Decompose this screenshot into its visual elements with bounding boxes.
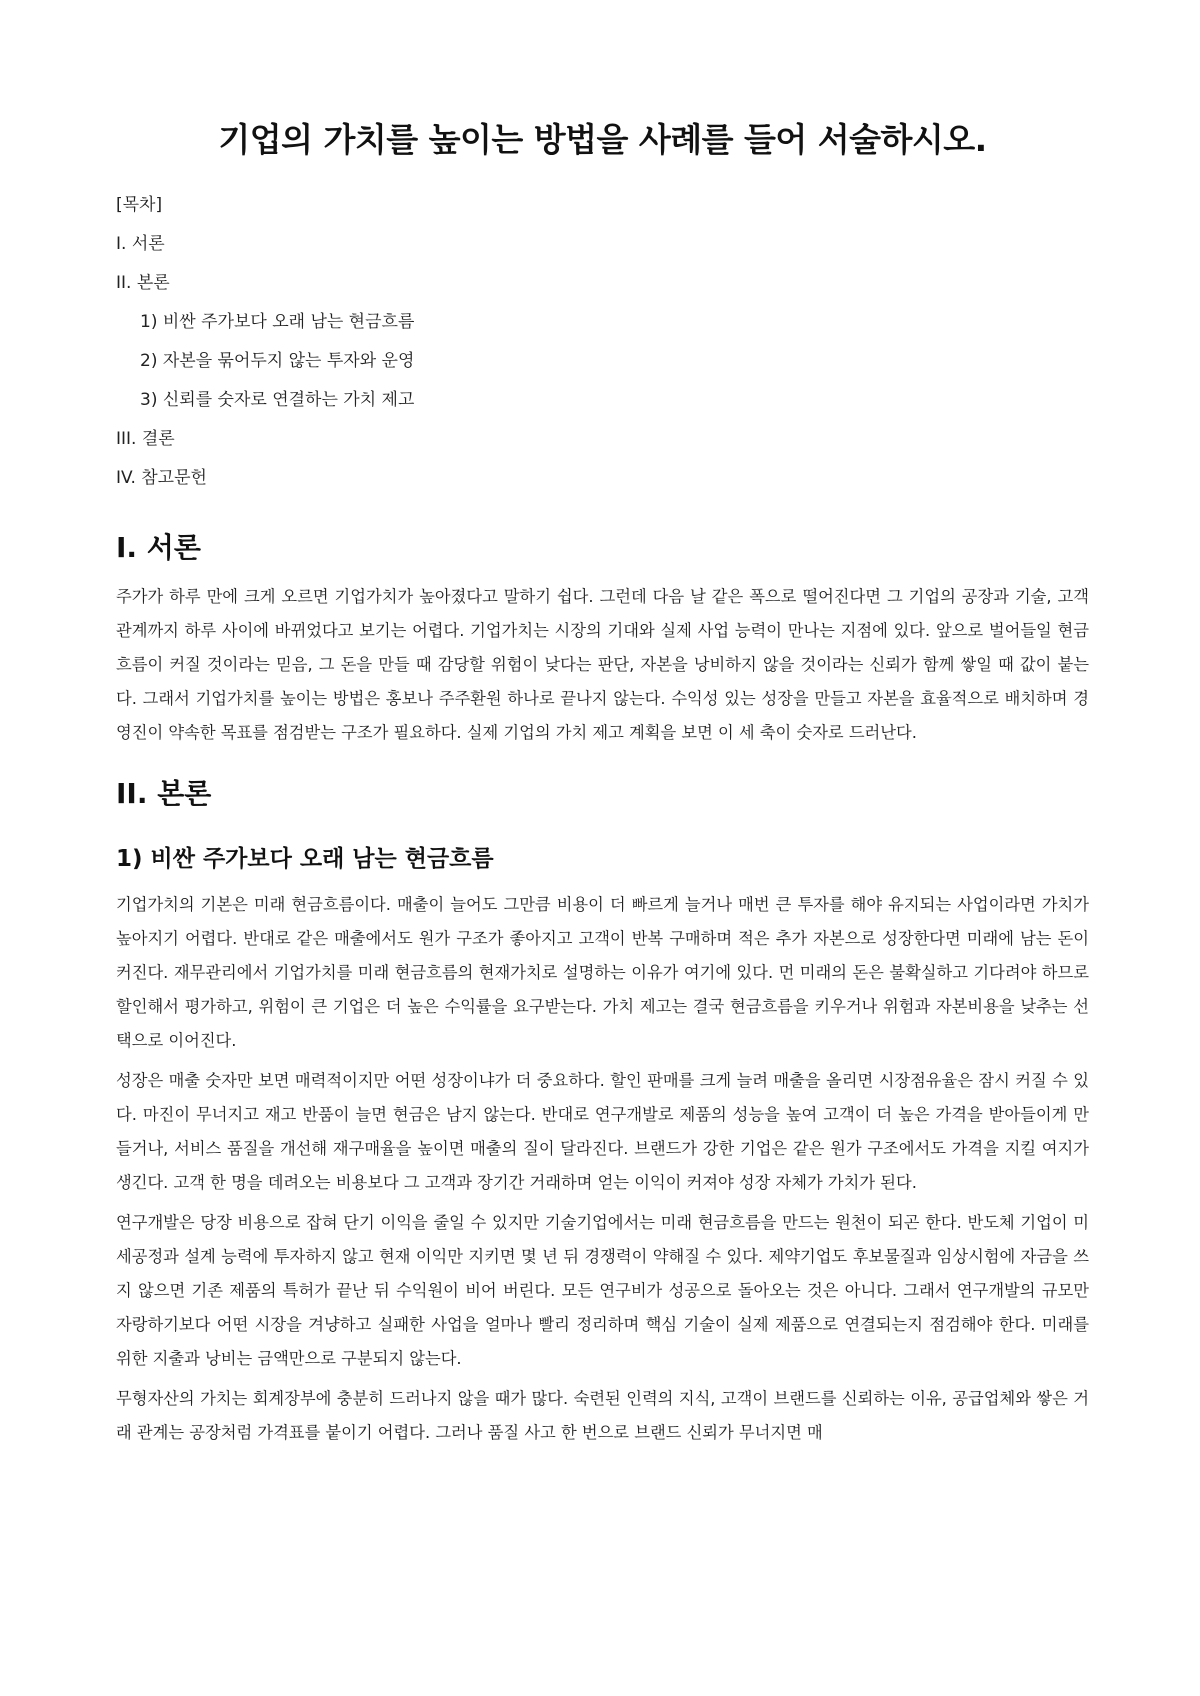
toc-item-references: IV. 참고문헌 <box>116 468 207 488</box>
introduction-heading: I. 서론 <box>116 531 201 564</box>
body-subsection-1-paragraph: 기업가치의 기본은 미래 현금흐름이다. 매출이 늘어도 그만큼 비용이 더 빠르게 늘거나 매번 큰 투자를 해야 유지되는 사업이라면 가치가 높아지기 어렵다. 반대로 같은 매출에서도 원가 구조가 좋아지고 고객이 반복 구매하며 적은 추가 자본으로 성장한다면 미래에 남는 돈이 커진다. 재무관리에서 기업가치를 미래 현금흐름의 현재가치로 설명하는 이유가 여기에 있다. 먼 미래의 돈은 불확실하고 기다려야 하므로 할인해서 평가하고, 위험이 큰 기업은 더 높은 수익률을 요구받는다. 가치 제고는 결국 현금흐름을 키우거나 위험과 자본비용을 낮추는 선택으로 이어진다. <box>116 895 1089 1050</box>
body-section <box>116 772 1089 1450</box>
introduction-section <box>116 526 1089 750</box>
table-of-contents <box>116 186 1089 498</box>
toc-item-body-1: 1) 비싼 주가보다 오래 남는 현금흐름 <box>140 312 415 332</box>
body-subsection-1-paragraph: 연구개발은 당장 비용으로 잡혀 단기 이익을 줄일 수 있지만 기술기업에서는 미래 현금흐름을 만드는 원천이 되곤 한다. 반도체 기업이 미세공정과 설계 능력에 투자하지 않고 현재 이익만 지키면 몇 년 뒤 경쟁력이 약해질 수 있다. 제약기업도 후보물질과 임상시험에 자금을 쓰지 않으면 기존 제품의 특허가 끝난 뒤 수익원이 비어 버린다. 모든 연구비가 성공으로 돌아오는 것은 아니다. 그래서 연구개발의 규모만 자랑하기보다 어떤 시장을 겨냥하고 실패한 사업을 얼마나 빨리 정리하며 핵심 기술이 실제 제품으로 연결되는지 점검해야 한다. 미래를 위한 지출과 낭비는 금액만으로 구분되지 않는다. <box>116 1213 1089 1368</box>
toc-item-introduction: I. 서론 <box>116 234 165 254</box>
toc-item-conclusion: III. 결론 <box>116 429 175 449</box>
body-subsection-1-paragraph: 무형자산의 가치는 회계장부에 충분히 드러나지 않을 때가 많다. 숙련된 인력의 지식, 고객이 브랜드를 신뢰하는 이유, 공급업체와 쌓은 거래 관계는 공장처럼 가격표를 붙이기 어렵다. 그러나 품질 사고 한 번으로 브랜드 신뢰가 무너지면 매 <box>116 1389 1089 1442</box>
toc-item-body-3: 3) 신뢰를 숫자로 연결하는 가치 제고 <box>140 390 415 410</box>
introduction-paragraph: 주가가 하루 만에 크게 오르면 기업가치가 높아졌다고 말하기 쉽다. 그런데 다음 날 같은 폭으로 떨어진다면 그 기업의 공장과 기술, 고객 관계까지 하루 사이에 바뀌었다고 보기는 어렵다. 기업가치는 시장의 기대와 실제 사업 능력이 만나는 지점에 있다. 앞으로 벌어들일 현금흐름이 커질 것이라는 믿음, 그 돈을 만들 때 감당할 위험이 낮다는 판단, 자본을 낭비하지 않을 것이라는 신뢰가 함께 쌓일 때 값이 붙는다. 그래서 기업가치를 높이는 방법은 홍보나 주주환원 하나로 끝나지 않는다. 수익성 있는 성장을 만들고 자본을 효율적으로 배치하며 경영진이 약속한 목표를 점검받는 구조가 필요하다. 실제 기업의 가치 제고 계획을 보면 이 세 축이 숫자로 드러난다. <box>116 587 1089 742</box>
body-subsection-1-paragraph: 성장은 매출 숫자만 보면 매력적이지만 어떤 성장이냐가 더 중요하다. 할인 판매를 크게 늘려 매출을 올리면 시장점유율은 잠시 커질 수 있다. 마진이 무너지고 재고 반품이 늘면 현금은 남지 않는다. 반대로 연구개발로 제품의 성능을 높여 고객이 더 높은 가격을 받아들이게 만들거나, 서비스 품질을 개선해 재구매율을 높이면 매출의 질이 달라진다. 브랜드가 강한 기업은 같은 원가 구조에서도 가격을 지킬 여지가 생긴다. 고객 한 명을 데려오는 비용보다 그 고객과 장기간 거래하며 얻는 이익이 커져야 성장 자체가 가치가 된다. <box>116 1071 1089 1192</box>
document-title: 기업의 가치를 높이는 방법을 사례를 들어 서술하시오. <box>218 120 987 159</box>
toc-item-body-2: 2) 자본을 묶어두지 않는 투자와 운영 <box>140 351 415 371</box>
body-heading: II. 본론 <box>116 777 212 810</box>
toc-item-body: II. 본론 <box>116 273 170 293</box>
body-subsection-1-heading: 1) 비싼 주가보다 오래 남는 현금흐름 <box>116 846 494 872</box>
toc-label: [목차] <box>116 195 163 215</box>
